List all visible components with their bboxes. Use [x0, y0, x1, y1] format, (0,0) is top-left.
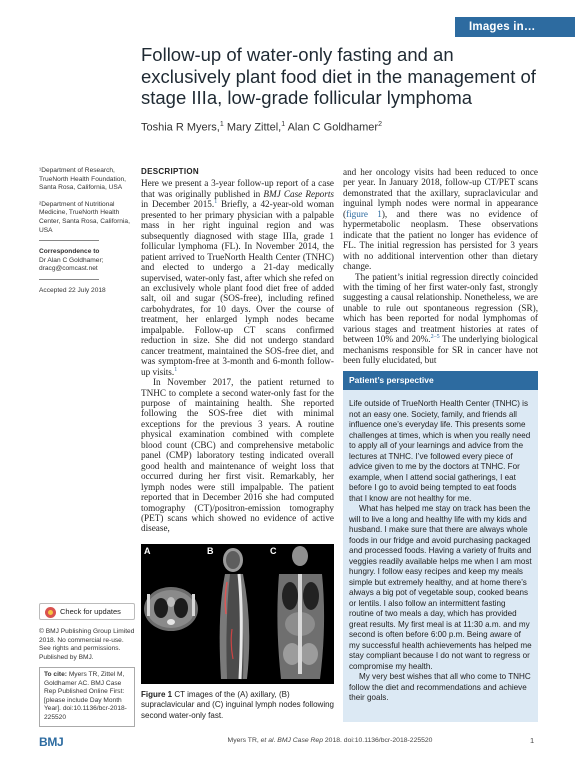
page-number: 1 — [530, 736, 535, 745]
patient-perspective-heading: Patient’s perspective — [343, 371, 538, 390]
check-updates-label: Check for updates — [60, 607, 121, 616]
body-column-1 — [141, 167, 334, 534]
copyright-notice: © BMJ Publishing Group Limited 2018. No commercial re-use. See rights and permissions. Published by BMJ. — [39, 628, 135, 661]
patient-perspective-body — [343, 390, 538, 704]
check-updates-icon — [45, 607, 56, 618]
ct-sagittal-image — [203, 544, 265, 684]
author-list — [141, 121, 541, 134]
perspective-paragraph: My very best wishes that all who come to TNHC follow the diet and recommendations and achieve their goals. — [349, 672, 531, 702]
bmj-logo: BMJ — [39, 735, 64, 749]
perspective-paragraph: What has helped me stay on track has been the will to live a long and healthy life with my kids and husband. I make sure that there are always whole foods in our fridge and avoid purchasing packaged and processed foods. Having a variety of fruits and veggies readily available helps me when I am most hungry. I follow easy recipes and keep my meals simple but extremely healthy, and at home there’s always a big pot of vegetable soup, cooked beans or lentils. I also follow an intermittent fasting routine of two meals a day, which has provided great results. My first meal is at 11:30 a.m. and my second is often before 6:00 p.m. Being aware of my successful health achievements has helped me stay compliant because I do not want to regress or compromise my health. — [349, 504, 532, 671]
reference-link[interactable]: 1 — [174, 366, 178, 373]
author-2[interactable]: Mary Zittel, — [223, 121, 282, 134]
body-column-2 — [343, 167, 538, 366]
affiliation-2: ²Department of Nutritional Medicine, TrueNorth Health Center, Santa Rosa, California, USA — [39, 200, 130, 234]
section-heading: DESCRIPTION — [141, 167, 199, 176]
journal-name: BMJ Case Reports — [263, 188, 334, 199]
check-for-updates-button[interactable] — [39, 603, 135, 620]
sidebar-divider — [39, 279, 99, 280]
author-3-affil: 2 — [378, 121, 382, 128]
correspondence-email[interactable]: dracg@comcast.net — [39, 265, 98, 273]
correspondence-heading: Correspondence to — [39, 248, 100, 256]
panel-label-a: A — [144, 546, 151, 556]
article-title: Follow-up of water-only fasting and an exclusively plant food diet in the management of stage IIIa, low-grade follicular lymphoma — [141, 44, 536, 108]
paragraph: Here we present a 3-year follow-up report of a case that was originally published in BMJ Case Reports in December 2015.$^1$ Briefly, a 42-year-old woman presented to her primary physician with a palpable mass in her right inguinal region and was subsequently diagnosed with stage IIIa, grade 1 follicular lymphoma (FL). In November 2014, the patient arrived to TrueNorth Health Center (TNHC) and elected to undergo a 21-day medically supervised, water-only fast, after which she refed on an exclusively whole plant food diet free of added salt, oil and sugar (SOS-free), including refined carbohydrates, for 10 days. Over the course of treatment, her enlarged lymph nodes became impalpable. Follow-up CT scans confirmed reduction in size. She did not undergo standard cancer treatment, maintained the SOS-free diet, and was symptom-free at 3-month and 6-month follow-up visits.$^1$ — [141, 178, 334, 377]
cite-heading: To cite: — [44, 671, 67, 678]
figure-link[interactable]: figure 1 — [346, 208, 382, 219]
author-1[interactable]: Toshia R Myers, — [141, 121, 220, 134]
correspondence-name: Dr Alan C Goldhamer; — [39, 256, 104, 264]
perspective-paragraph: Life outside of TrueNorth Health Center (TNHC) is not an easy one. Society, family, and friends all influence one’s everyday life. This presents some challenges at times, which is when you really need to apply all of your learnings and advice from the lectures at TNHC. I’ve followed every piece of advice given to me by the doctors at TNHC. For example, when I attend social gatherings, I eat before I go to avoid being tempted to eat foods that I know are not healthy for me. — [349, 399, 531, 503]
author-3[interactable]: Alan C Goldhamer — [285, 121, 379, 134]
figure-caption — [141, 690, 334, 721]
footer-citation: Myers TR, et al. BMJ Case Rep 2018. doi:10.1136/bcr-2018-225520 — [227, 737, 433, 744]
patient-perspective-box — [343, 371, 538, 722]
cite-text: Myers TR, Zittel M, Goldhamer AC. BMJ Case Rep Published Online First: [please include Day Month Year]. doi:10.1136/bcr-2018-225520 — [44, 671, 127, 721]
panel-label-b: B — [207, 546, 214, 556]
sidebar-divider — [39, 240, 99, 241]
author-2-affil: 1 — [281, 121, 286, 128]
reference-link[interactable]: 2–5 — [430, 334, 440, 341]
accepted-date: Accepted 22 July 2018 — [39, 286, 106, 294]
cite-box — [39, 667, 135, 727]
paragraph: The patient’s initial regression directly coincided with the timing of her first water-only fast, strongly suggesting a causal relationship. Nonetheless, we are unable to rule out spontaneous regression (SR), which has been reported for nodal lymphomas of various stages and treatment histories at rates of between 10% and 20%.$^{2-5}$ The underlying biological mechanisms responsible for SR in cancer have not been fully elucidated, but — [343, 271, 538, 366]
author-1-affil: 1 — [219, 121, 224, 128]
figure-caption-text: CT images of the (A) axillary, (B) supraclavicular and (C) inguinal lymph nodes following second water-only fast. — [141, 690, 334, 720]
paragraph: and her oncology visits had been reduced to once per year. In January 2018, follow-up CT/PET scans demonstrated that the axillary, supraclavicular and inguinal lymph nodes were normal in appearance (figure 1), and there was no evidence of hypermetabolic neoplasm. These observations indicate that the patient no longer has evidence of FL. The initial regression has persisted for 3 years with no additional intervention other than dietary change. — [343, 167, 538, 272]
panel-label-c: C — [270, 546, 277, 556]
paragraph: In November 2017, the patient returned to TNHC to complete a second water-only fast for the purpose of maintaining health. She reported following the SOS-free diet with minimal exceptions for the previous 3 years. A routine physical examination combined with complete blood count (CBC) and comprehensive metabolic panel (CMP) laboratory testing indicated overall good health and maintenance of weight loss that occurred during her first visit. Remarkably, her lymph nodes were still impalpable. The patient reported that in December 2016 she had computed tomography (CT)/positron-emission tomography (PET) scans which showed no evidence of active disease, — [141, 377, 334, 534]
ct-coronal-image — [267, 544, 334, 684]
reference-link[interactable]: 1 — [214, 199, 218, 206]
figure-1[interactable] — [141, 544, 334, 684]
ct-axial-image — [141, 544, 201, 684]
sidebar — [39, 167, 135, 296]
figure-caption-label: Figure 1 — [141, 690, 173, 699]
section-banner: Images in… — [455, 17, 575, 37]
affiliation-1: ¹Department of Research, TrueNorth Health Foundation, Santa Rosa, California, USA — [39, 167, 126, 192]
